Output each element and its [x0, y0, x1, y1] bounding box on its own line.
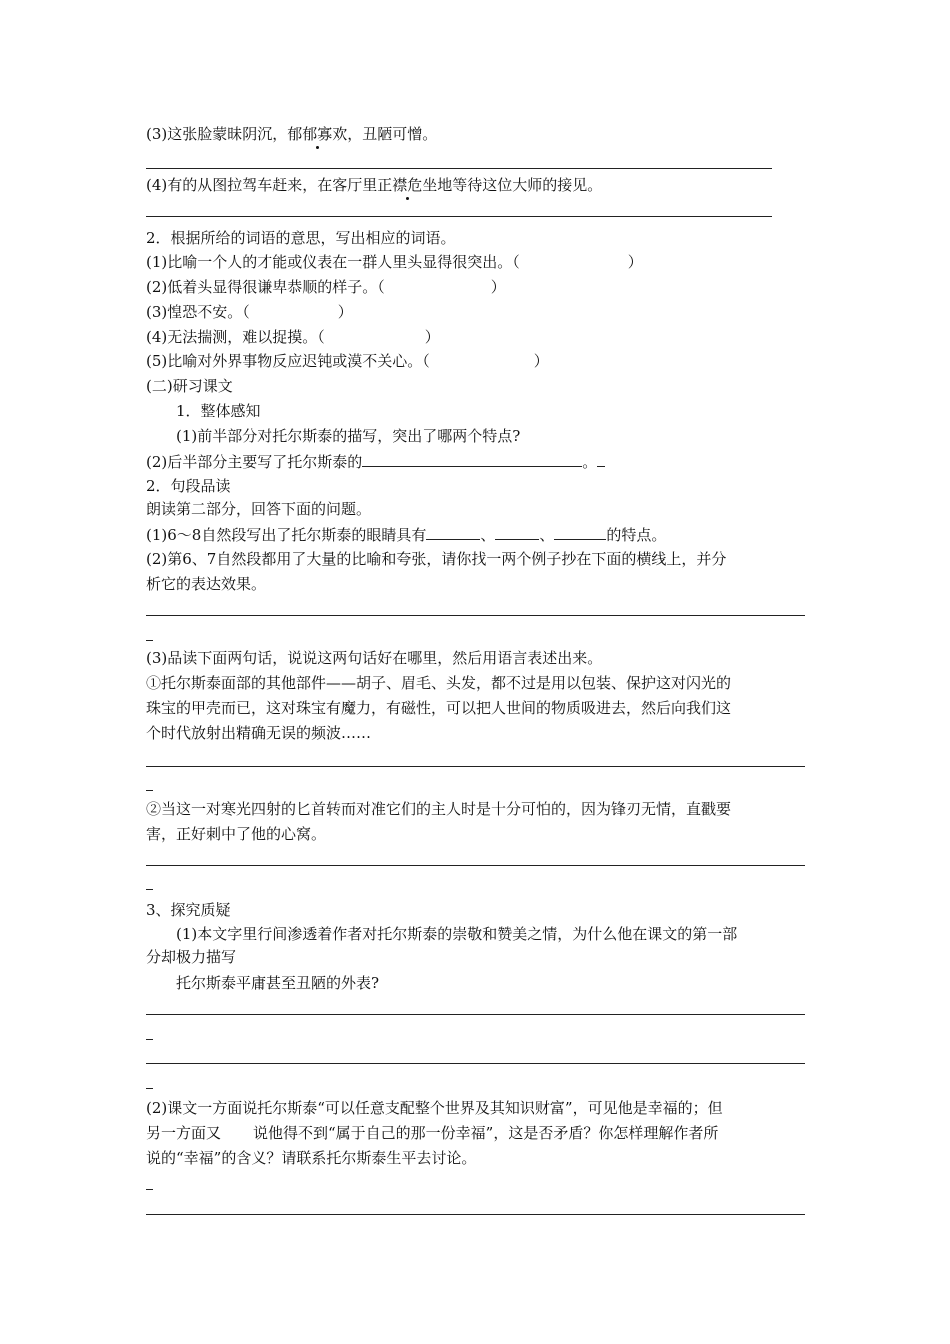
dotted-word: 正襟危坐	[377, 176, 438, 194]
dash-mark	[146, 1039, 153, 1040]
question-text: (2)第6、7自然段都用了大量的比喻和夸张，请你找一两个例子抄在下面的横线上，并分	[146, 550, 727, 568]
quote-2-text: 害，正好刺中了他的心窝。	[146, 825, 327, 843]
question-text: (2)后半部分主要写了托尔斯泰的 。	[146, 451, 605, 472]
fill-blank[interactable]	[362, 451, 582, 467]
quote-2-text: ②当这一对寒光四射的匕首转而对准它们的主人时是十分可怕的，因为锋刃无情，直戳要	[146, 800, 732, 818]
question-text: (1)本文字里行间渗透着作者对托尔斯泰的崇敬和赞美之情，为什么他在课文的第一部	[176, 925, 738, 943]
fill-blank[interactable]	[250, 302, 338, 317]
answer-line[interactable]	[146, 615, 805, 616]
fill-blank[interactable]	[520, 252, 628, 267]
vocab-item-1: (1)比喻一个人的才能或仪表在一群人里头显得很突出。（ ）	[146, 253, 643, 271]
quote-1-text: 珠宝的甲壳而已，这对珠宝有魔力，有磁性，可以把人世间的物质吸进去，然后向我们这	[146, 699, 732, 717]
question-text: 另一方面又 说他得不到“属于自己的那一份幸福”，这是否矛盾？你怎样理解作者所	[146, 1124, 719, 1142]
vocab-item-2: (2)低着头显得很谦卑恭顺的样子。（ ）	[146, 278, 506, 296]
fill-blank[interactable]	[385, 277, 491, 292]
quote-1-text: ①托尔斯泰面部的其他部件——胡子、眉毛、头发，都不过是用以包装、保护这对闪光的	[146, 674, 732, 692]
question-text: 托尔斯泰平庸甚至丑陋的外表?	[176, 974, 380, 992]
answer-line[interactable]	[146, 168, 772, 169]
answer-line[interactable]	[146, 865, 805, 866]
vocab-item-5: (5)比喻对外界事物反应迟钝或漠不关心。（ ）	[146, 352, 549, 370]
item-4-text: (4)有的从图拉驾车赶来，在客厅里正襟危坐地等待这位大师的接见。	[146, 176, 603, 194]
question-text: 说的“幸福”的含义？请联系托尔斯泰生平去讨论。	[146, 1149, 477, 1167]
fill-blank[interactable]	[495, 524, 539, 540]
dotted-word: 郁郁寡欢	[287, 125, 348, 143]
fill-blank[interactable]	[426, 524, 480, 540]
section-reading-title: 2．句段品读	[146, 477, 231, 495]
item-3-text: (3)这张脸蒙昧阴沉，郁郁寡欢，丑陋可憎。	[146, 125, 438, 143]
dash-mark	[146, 1088, 153, 1089]
answer-line[interactable]	[146, 216, 772, 217]
fill-blank[interactable]	[597, 451, 605, 467]
question-text: (3)品读下面两句话，说说这两句话好在哪里，然后用语言表述出来。	[146, 649, 603, 667]
question-text: (1)6～8自然段写出了托尔斯泰的眼睛具有 、 、 的特点。	[146, 526, 667, 544]
quote-1-text: 个时代放射出精确无误的频波……	[146, 724, 372, 742]
answer-line[interactable]	[146, 1063, 805, 1064]
answer-line[interactable]	[146, 1214, 805, 1215]
section-2-title: 2．根据所给的词语的意思，写出相应的词语。	[146, 229, 456, 247]
fill-blank[interactable]	[325, 327, 425, 342]
dash-mark	[146, 889, 153, 890]
dash-mark	[146, 1189, 153, 1190]
subsection-overall: 1．整体感知	[176, 402, 261, 420]
answer-line[interactable]	[146, 766, 805, 767]
dash-mark	[146, 790, 153, 791]
vocab-item-4: (4)无法揣测，难以捉摸。（ ）	[146, 328, 440, 346]
dash-mark	[146, 640, 153, 641]
vocab-item-3: (3)惶恐不安。（ ）	[146, 303, 353, 321]
question-text: (2)课文一方面说托尔斯泰“可以任意支配整个世界及其知识财富”，可见他是幸福的；但	[146, 1099, 723, 1117]
instruction-text: 朗读第二部分，回答下面的问题。	[146, 500, 372, 518]
question-text: 析它的表达效果。	[146, 575, 267, 593]
fill-blank[interactable]	[430, 351, 534, 366]
question-text: 分却极力描写	[146, 948, 237, 966]
fill-blank[interactable]	[554, 524, 606, 540]
section-inquiry-title: 3、探究质疑	[146, 901, 231, 919]
answer-line[interactable]	[146, 1014, 805, 1015]
section-study-title: (二)研习课文	[146, 377, 233, 395]
question-text: (1)前半部分对托尔斯泰的描写，突出了哪两个特点?	[176, 427, 521, 445]
